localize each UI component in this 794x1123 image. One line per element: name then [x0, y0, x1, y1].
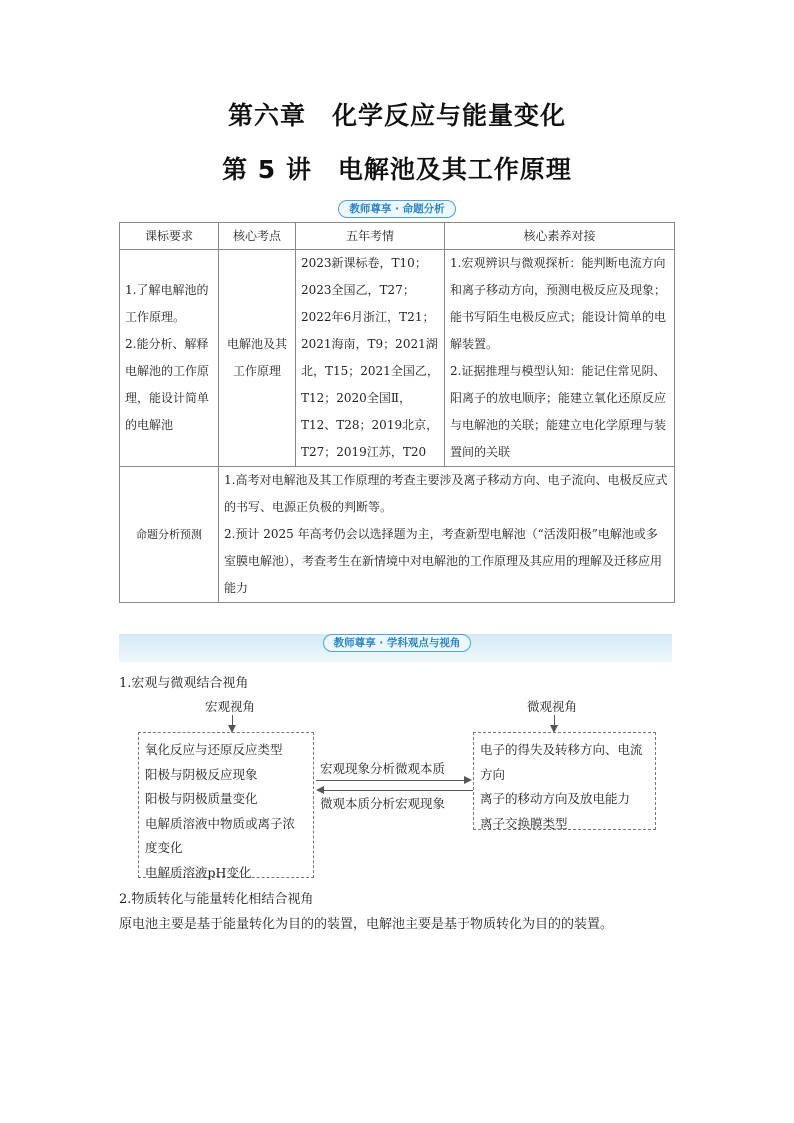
- macro-item: 阳极与阴极质量变化: [145, 791, 258, 806]
- cell-key-point: 电解池及其工作原理: [219, 250, 296, 467]
- table-header-row: [120, 223, 675, 250]
- section-heading-1: 1.宏观与微观结合视角: [119, 676, 249, 691]
- cell-prediction-label: 命题分析预测: [120, 467, 219, 603]
- macro-item: 氧化反应与还原反应类型: [145, 742, 283, 757]
- section-heading-2: 2.物质转化与能量转化相结合视角: [119, 892, 314, 907]
- arrow-right-icon: [464, 776, 472, 784]
- macro-item: 电解质溶液中物质或离子浓度变化: [145, 815, 296, 855]
- cell-requirement: 1.了解电解池的工作原理。 2.能分析、解释电解池的工作原理，能设计简单的电解池: [120, 250, 219, 467]
- table-row: [120, 250, 675, 467]
- micro-box: [473, 732, 656, 830]
- header-core-literacy: 核心素养对接: [445, 223, 675, 250]
- header-requirement: 课标要求: [120, 223, 219, 250]
- arrow-left-label: 微观本质分析宏观现象: [320, 796, 446, 811]
- table-row: [120, 467, 675, 603]
- macro-item: 电解质溶液pH变化: [145, 864, 252, 880]
- arrow-left-line: [323, 790, 473, 791]
- banner-perspective: [0, 634, 794, 652]
- micro-item: 离子交换膜类型: [480, 815, 568, 831]
- header-key-point: 核心考点: [219, 223, 296, 250]
- macro-box: [138, 732, 314, 878]
- macro-item: 阳极与阴极反应现象: [145, 766, 258, 782]
- micro-item: 离子的移动方向及放电能力: [480, 791, 631, 806]
- cell-core-literacy: 1.宏观辨识与微观探析：能判断电流方向和离子移动方向，预测电极反应及现象；能书写陌生电极反应式；能设计简单的电解装置。 2.证据推理与模型认知：能记住常见阴、阳离子的放电顺序；能建立氧化还原反应与电解池的关联；能建立电化学原理与装置间的关联: [445, 250, 675, 467]
- chapter-title: 第六章 化学反应与能量变化: [227, 101, 566, 130]
- banner-analysis-label: 教师尊享 · 命题分析: [338, 200, 455, 218]
- cell-five-years: 2023新课标卷，T10；2023全国乙，T27；2022年6月浙江，T21；2021海南，T9；2021湖北，T15；2021全国乙，T12；2020全国Ⅱ，T12、T28；2019北京，T27；2019江苏，T20: [296, 250, 445, 467]
- header-five-years: 五年考情: [296, 223, 445, 250]
- banner-perspective-label: 教师尊享 · 学科观点与视角: [323, 634, 472, 652]
- arrow-right-line: [316, 780, 466, 781]
- banner-analysis: [0, 200, 794, 218]
- micro-label: 微观视角: [527, 699, 578, 714]
- macro-label: 宏观视角: [205, 699, 256, 714]
- micro-item: 电子的得失及转移方向、电流方向: [480, 742, 643, 782]
- cell-prediction: 1.高考对电解池及其工作原理的考查主要涉及离子移动方向、电子流向、电极反应式的书写、电源正负极的判断等。 2.预计 2025 年高考仍会以选择题为主，考查新型电解池（“活泼阳极”电解池或多室膜电解池），考查考生在新情境中对电解池的工作原理及其应用的理解及迁移应用能力: [219, 467, 675, 603]
- arrow-right-label: 宏观现象分析微观本质: [320, 761, 446, 776]
- section-2-text: 原电池主要是基于能量转化为目的的装置，电解池主要是基于物质转化为目的的装置。: [119, 917, 614, 932]
- exam-analysis-table: [119, 222, 675, 603]
- arrow-left-icon: [316, 786, 324, 794]
- lesson-title: 第 5 讲 电解池及其工作原理: [222, 155, 572, 184]
